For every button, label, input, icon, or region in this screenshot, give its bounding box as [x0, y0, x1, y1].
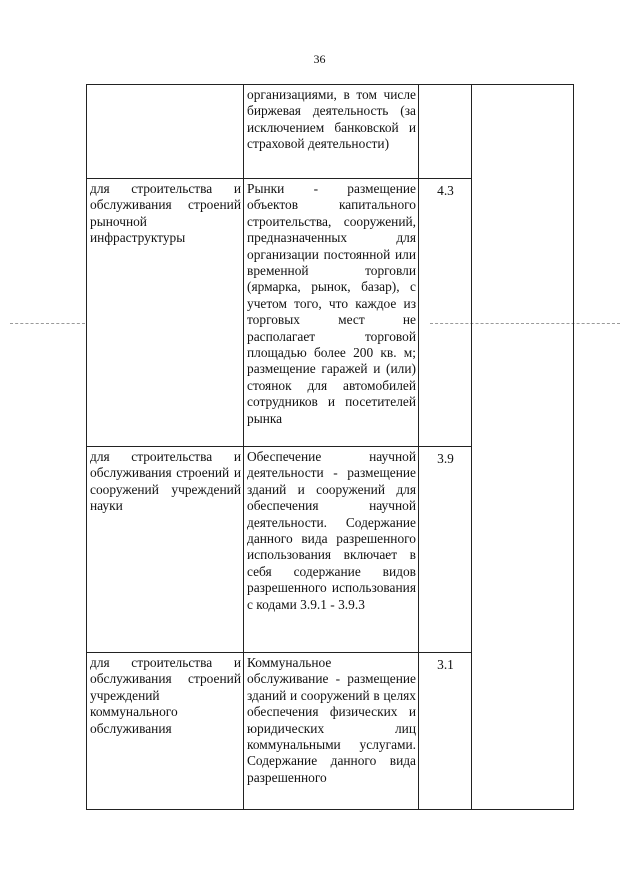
code-cell	[419, 85, 472, 179]
note-cell	[472, 85, 574, 810]
code-cell: 3.9	[419, 447, 472, 653]
purpose-cell: для строительства и обслуживания строений рыночной инфраструктуры	[87, 179, 244, 447]
description-cell: организациями, в том числе биржевая деятельность (за исключением банковской и страховой деятельности)	[244, 85, 419, 179]
purpose-cell: для строительства и обслуживания строений и сооружений учреждений науки	[87, 447, 244, 653]
land-use-table	[86, 84, 574, 810]
purpose-cell	[87, 85, 244, 179]
purpose-cell: для строительства и обслуживания строений учреждений коммунального обслуживания	[87, 653, 244, 810]
description-cell: Коммунальное обслуживание - размещение зданий и сооружений в целях обеспечения физических и юридических лиц коммунальными услугами. Содержание данного вида разрешенного	[244, 653, 419, 810]
description-cell: Рынки - размещение объектов капитального строительства, сооружений, предназначенных для организации постоянной или временной торговли (ярмарка, рынок, базар), с учетом того, что каждое из торговых мест не располагает торговой площадью более 200 кв. м; размещение гаражей и (или) стоянок для автомобилей сотрудников и посетителей рынка	[244, 179, 419, 447]
description-cell: Обеспечение научной деятельности - размещение зданий и сооружений для обеспечения научной деятельности. Содержание данного вида разрешенного использования включает в себя содержание видов разрешенного использования с кодами 3.9.1 - 3.9.3	[244, 447, 419, 653]
code-cell: 3.1	[419, 653, 472, 810]
page-number: 36	[313, 52, 326, 66]
table-row	[87, 85, 574, 179]
code-cell: 4.3	[419, 179, 472, 447]
scan-artifact-left	[10, 323, 85, 325]
